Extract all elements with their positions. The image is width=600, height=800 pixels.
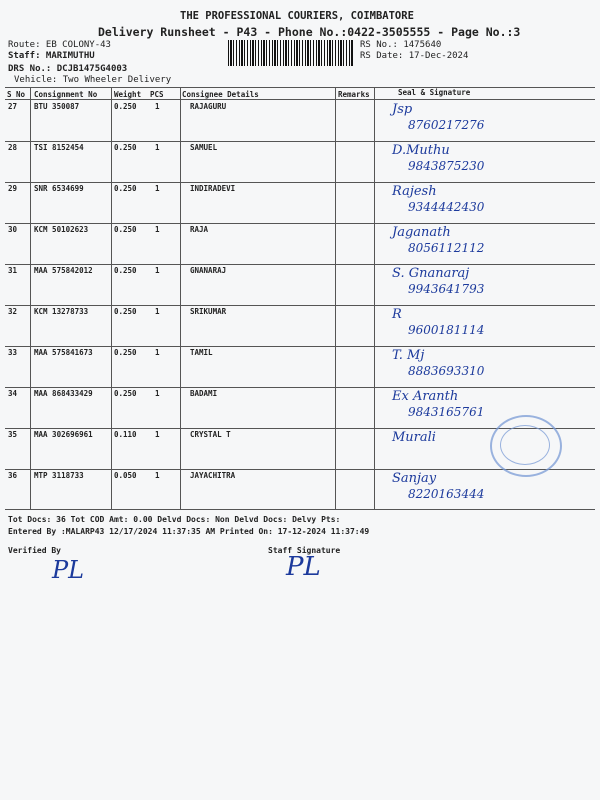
signature-name: T. Mj [392,348,425,363]
cell-pcs: 1 [155,225,160,234]
totals-line: Tot Docs: 36 Tot COD Amt: 0.00 Delvd Docs: Non Delvd Docs: Delvy Pts: [8,515,341,524]
cell-consignment-no: MTP 3118733 [34,471,84,480]
cell-consignee: RAJA [190,225,209,234]
col-header-sno: S No [7,90,26,99]
col-header-weight: Weight [114,90,142,99]
table-header-border [5,99,595,100]
cell-pcs: 1 [155,389,160,398]
cell-consignee: JAYACHITRA [190,471,236,480]
rs-number: RS No.: 1475640 [360,40,442,50]
cell-consignment-no: TSI 8152454 [34,143,84,152]
row-divider [5,141,595,142]
cell-pcs: 1 [155,184,160,193]
cell-consignment-no: MAA 575842012 [34,266,93,275]
cell-sno: 34 [8,389,18,398]
cell-sno: 31 [8,266,18,275]
signature-name: Jaganath [392,225,451,240]
cell-weight: 0.110 [114,430,137,439]
cell-pcs: 1 [155,471,160,480]
cell-sno: 28 [8,143,18,152]
row-divider [5,305,595,306]
signature-name: Sanjay [392,471,437,486]
cell-consignment-no: KCM 50102623 [34,225,89,234]
cell-sno: 32 [8,307,18,316]
cell-sno: 29 [8,184,18,193]
cell-sno: 30 [8,225,18,234]
row-divider [5,264,595,265]
cell-pcs: 1 [155,266,160,275]
cell-consignee: RAJAGURU [190,102,227,111]
cell-weight: 0.050 [114,471,137,480]
company-name: THE PROFESSIONAL COURIERS, COIMBATORE [180,10,414,22]
cell-weight: 0.250 [114,389,137,398]
signature-name: D.Muthu [392,143,450,158]
signature-name: Ex Aranth [392,389,459,404]
row-divider [5,387,595,388]
entered-line: Entered By :MALARP43 12/17/2024 11:37:35 AM Printed On: 17-12-2024 11:37:49 [8,527,370,536]
cell-weight: 0.250 [114,266,137,275]
signature-name: Rajesh [392,184,437,199]
signature-phone: 9943641793 [408,282,485,296]
cell-sno: 36 [8,471,18,480]
col-header-remarks: Remarks [338,90,370,99]
col-header-consignment: Consignment No [34,90,98,99]
vehicle-label: Vehicle: Two Wheeler Delivery [14,75,172,85]
cell-consignment-no: SNR 6534699 [34,184,84,193]
row-divider [5,223,595,224]
col-divider [374,87,375,509]
cell-weight: 0.250 [114,184,137,193]
table-bottom-border [5,509,595,510]
cell-pcs: 1 [155,430,160,439]
cell-consignee: GNANARAJ [190,266,227,275]
signature-phone: 9843875230 [408,159,485,173]
cell-consignee: BADAMI [190,389,218,398]
cell-consignee: SAMUEL [190,143,218,152]
cell-sno: 27 [8,102,18,111]
signature-phone: 9600181114 [408,323,485,337]
col-divider [180,87,181,509]
cell-consignment-no: MAA 868433429 [34,389,93,398]
staff-signature: PL [286,552,321,582]
signature-name: S. Gnanaraj [392,266,470,281]
rs-date: RS Date: 17-Dec-2024 [360,51,469,61]
cell-weight: 0.250 [114,102,137,111]
col-header-consignee: Consignee Details [182,90,259,99]
signature-phone: 8883693310 [408,364,485,378]
cell-weight: 0.250 [114,307,137,316]
runsheet-title: Delivery Runsheet - P43 - Phone No.:0422-3505555 - Page No.:3 [98,25,521,39]
cell-consignment-no: KCM 13278733 [34,307,89,316]
seal-stamp-icon [490,415,562,477]
row-divider [5,182,595,183]
staff-label: Staff: MARIMUTHU [8,51,95,61]
cell-sno: 33 [8,348,18,357]
drs-label: DRS No.: DCJB1475G4003 [8,64,128,74]
cell-consignment-no: MAA 302696961 [34,430,93,439]
verified-signature: PL [52,556,85,584]
barcode [228,40,354,66]
cell-weight: 0.250 [114,225,137,234]
signature-name: R [392,307,402,322]
col-divider [335,87,336,509]
col-divider [30,87,31,509]
row-divider [5,346,595,347]
signature-name: Murali [392,430,436,445]
col-divider [111,87,112,509]
cell-consignee: SRIKUMAR [190,307,227,316]
cell-consignment-no: MAA 575841673 [34,348,93,357]
signature-phone: 9344442430 [408,200,485,214]
signature-phone: 8220163444 [408,487,485,501]
cell-consignee: INDIRADEVI [190,184,236,193]
signature-phone: 8056112112 [408,241,485,255]
cell-pcs: 1 [155,348,160,357]
cell-pcs: 1 [155,307,160,316]
signature-phone: 9843165761 [408,405,485,419]
col-header-seal-signature: Seal & Signature [398,88,471,97]
cell-weight: 0.250 [114,348,137,357]
route-label: Route: EB COLONY-43 [8,40,111,50]
cell-pcs: 1 [155,102,160,111]
cell-sno: 35 [8,430,18,439]
signature-phone: 8760217276 [408,118,485,132]
verified-by-label: Verified By [8,546,61,555]
cell-consignee: CRYSTAL T [190,430,231,439]
table-top-border [5,87,595,88]
cell-pcs: 1 [155,143,160,152]
cell-weight: 0.250 [114,143,137,152]
cell-consignee: TAMIL [190,348,213,357]
cell-consignment-no: BTU 350087 [34,102,80,111]
col-header-pcs: PCS [150,90,164,99]
signature-name: Jsp [392,102,413,117]
staff-signature-label: Staff Signature [268,546,341,555]
